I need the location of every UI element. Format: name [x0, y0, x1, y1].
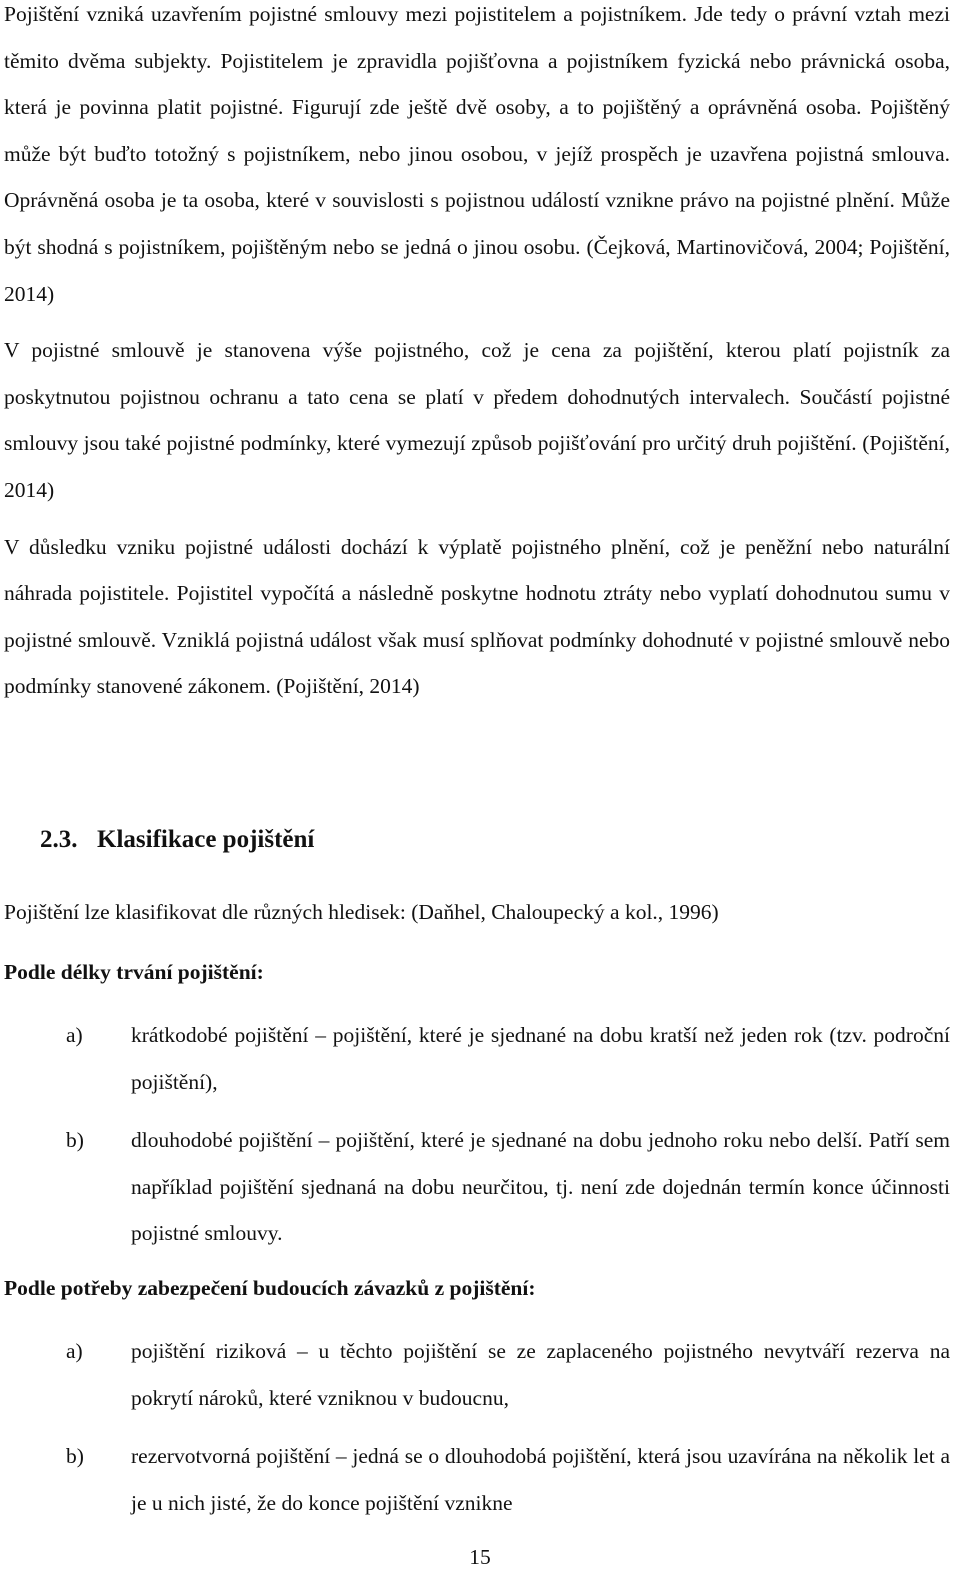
subheading-future-obligations: Podle potřeby zabezpečení budoucích závazků z pojištění: [4, 1276, 536, 1300]
list-item [4, 1328, 950, 1421]
paragraph-premium: V pojistné smlouvě je stanovena výše pojistného, což je cena za pojištění, kterou platí pojistník za poskytnutou pojistnou ochranu a tato cena se platí v předem dohodnutých intervalech. Součástí pojistné smlouvy jsou také pojistné podmínky, které vymezují způsob pojišťování pro určitý druh pojištění. (Pojištění, 2014) [4, 338, 950, 502]
document-page [4, 0, 950, 1569]
paragraph-insurance-contract: Pojištění vzniká uzavřením pojistné smlouvy mezi pojistitelem a pojistníkem. Jde tedy o právní vztah mezi těmito dvěma subjekty. Pojistitelem je zpravidla pojišťovna a pojistníkem fyzická nebo právnická osoba, která je povinna platit pojistné. Figurují zde ještě dvě osoby, a to pojištěný a oprávněná osoba. Pojištěný může být buďto totožný s pojistníkem, nebo jinou osobou, v jejíž prospěch je uzavřena pojistná smlouva. Oprávněná osoba je ta osoba, které v souvislosti s pojistnou událostí vznikne právo na pojistné plnění. Může být shodná s pojistníkem, pojištěným nebo se jedná o jinou osobu. (Čejková, Martinovičová, 2004; Pojištění, 2014) [4, 2, 950, 306]
list-item [4, 1433, 950, 1526]
classification-intro: Pojištění lze klasifikovat dle různých hledisek: (Daňhel, Chaloupecký a kol., 1996) [4, 900, 719, 924]
subheading-duration: Podle délky trvání pojištění: [4, 960, 264, 984]
list-marker: b) [66, 1128, 84, 1153]
list-item-text: rezervotvorná pojištění – jedná se o dlouhodobá pojištění, která jsou uzavírána na několik let a je u nich jisté, že do konce pojištění vznikne [131, 1444, 950, 1515]
list-marker: b) [66, 1444, 84, 1469]
list-marker: a) [66, 1339, 83, 1363]
list-item-text: dlouhodobé pojištění – pojištění, které je sjednané na dobu jednoho roku nebo delší. Patří sem například pojištění sjednaná na dobu neurčitou, tj. není zde dojednán termín konce účinnosti pojistné smlouvy. [131, 1128, 950, 1246]
list-duration [4, 1012, 950, 1257]
list-marker: a) [66, 1023, 83, 1047]
paragraph-insured-event: V důsledku vzniku pojistné události dochází k výplatě pojistného plnění, což je peněžní nebo naturální náhrada pojistitele. Pojistitel vypočítá a následně poskytne hodnotu ztráty nebo vyplatí dohodnutou sumu v pojistné smlouvě. Vzniklá pojistná událost však musí splňovat podmínky dohodnuté v pojistné smlouvě nebo podmínky stanovené zákonem. (Pojištění, 2014) [4, 534, 950, 699]
list-item-text: pojištění riziková – u těchto pojištění se ze zaplaceného pojistného nevytváří rezerva na pokrytí nároků, které vzniknou v budoucnu, [131, 1339, 950, 1410]
section-title: Klasifikace pojištění [97, 826, 315, 853]
list-future-obligations [4, 1328, 950, 1526]
list-item [4, 1117, 950, 1257]
page-number: 15 [469, 1545, 491, 1569]
section-heading [4, 820, 314, 860]
list-item [4, 1012, 950, 1105]
section-number: 2.3. [40, 826, 78, 853]
list-item-text: krátkodobé pojištění – pojištění, které je sjednané na dobu kratší než jeden rok (tzv. področní pojištění), [131, 1023, 950, 1094]
